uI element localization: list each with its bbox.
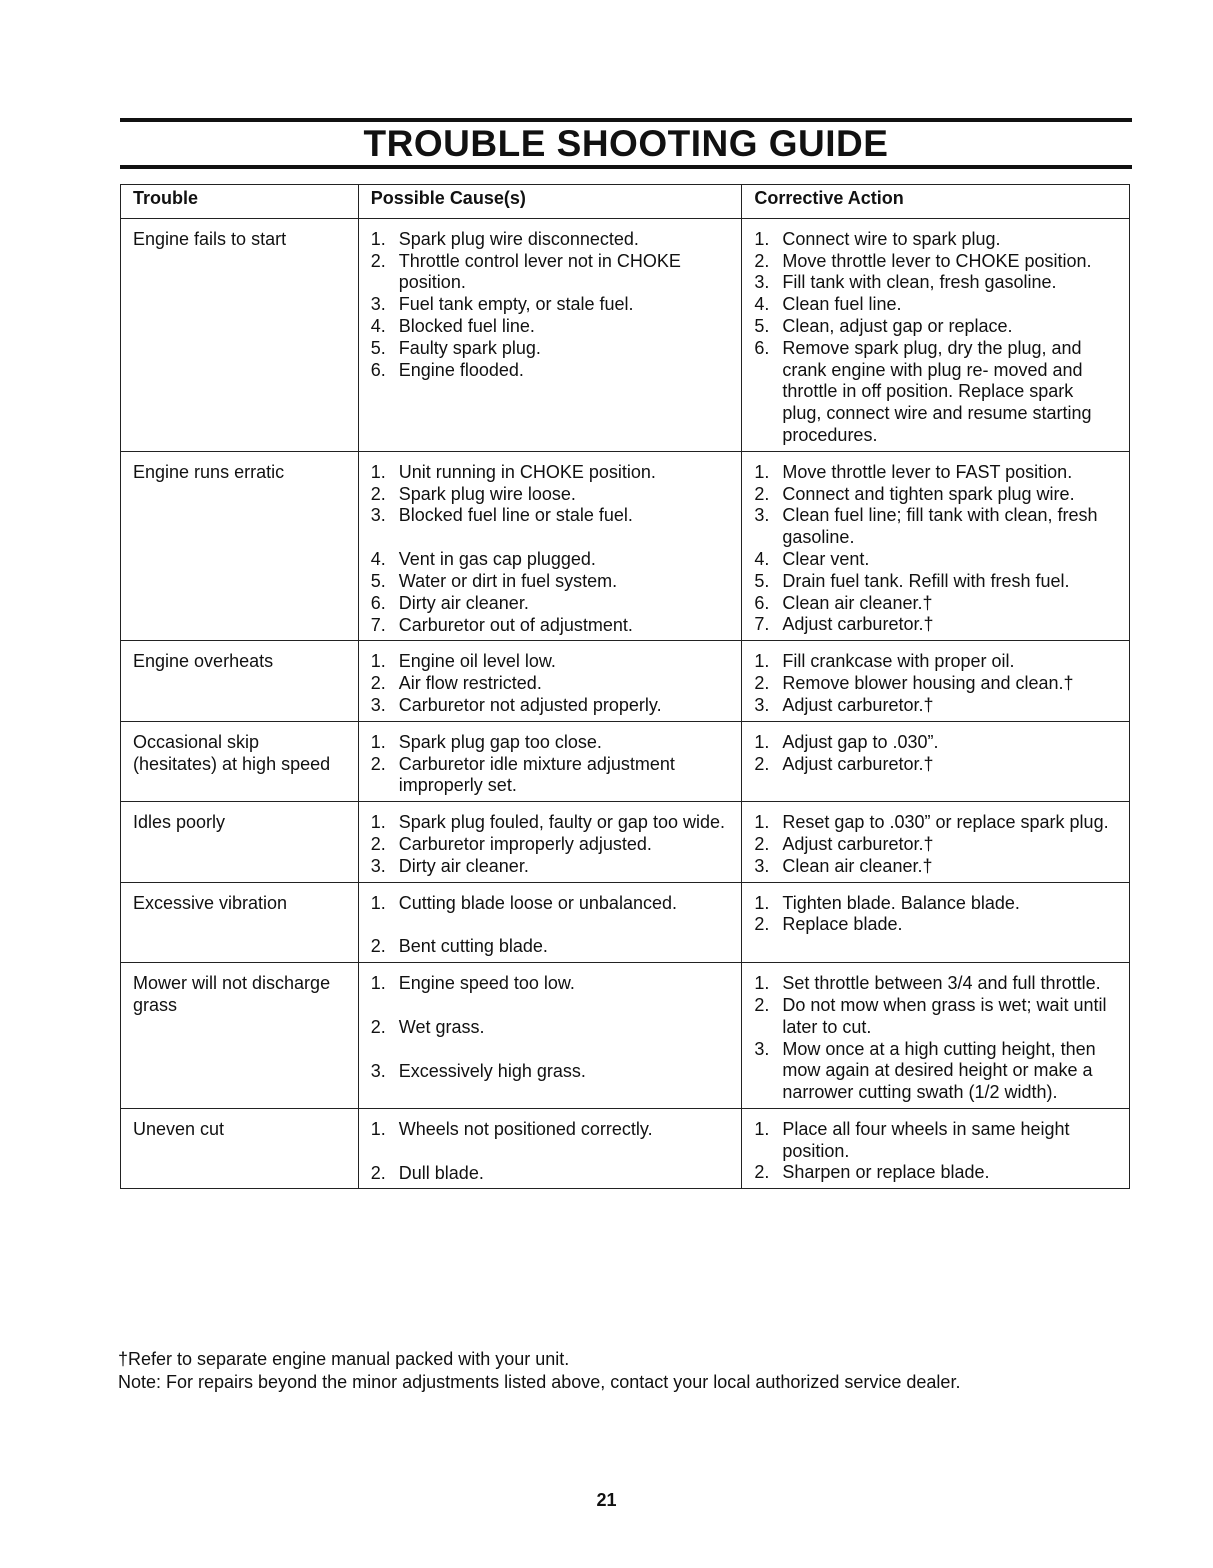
item-number: 3.: [754, 855, 770, 876]
list-item: [371, 549, 730, 571]
item-number: 7.: [370, 614, 386, 635]
actions-cell: [742, 1108, 1130, 1189]
item-number: 3.: [370, 855, 386, 876]
item-text: Adjust carburetor.†: [782, 753, 934, 774]
list-item: [371, 316, 730, 338]
item-text: Blocked fuel line.: [398, 315, 535, 336]
item-number: 2.: [370, 936, 386, 957]
item-number: 6.: [370, 359, 386, 380]
item-number: 1.: [370, 892, 386, 913]
item-number: 1.: [754, 731, 770, 752]
table-row: [121, 802, 1130, 882]
list-item: [754, 673, 1117, 695]
actions-cell: [742, 721, 1130, 801]
title-rule-top: [120, 118, 1132, 122]
item-text: Throttle control lever not in CHOKE position.: [398, 250, 681, 293]
trouble-cell: Mower will not discharge grass: [121, 963, 359, 1109]
item-number: 2.: [370, 833, 386, 854]
list-item: [754, 695, 1117, 717]
item-text: Remove spark plug, dry the plug, and crank engine with plug re- moved and throttle in off position. Replace spark plug, connect wire and resume starting procedures.: [782, 337, 1092, 445]
causes-cell: [358, 721, 742, 801]
list-item: [754, 462, 1117, 484]
causes-cell: [358, 963, 742, 1109]
list-item: [371, 651, 730, 673]
item-number: 5.: [370, 570, 386, 591]
header-corrective-action: Corrective Action: [742, 185, 1130, 219]
list-item: [371, 251, 730, 295]
item-number: 2.: [754, 994, 770, 1015]
item-text: Faulty spark plug.: [398, 337, 541, 358]
actions-cell: [742, 882, 1130, 963]
header-possible-causes: Possible Cause(s): [358, 185, 742, 219]
trouble-cell: Engine overheats: [121, 641, 359, 721]
list-spacer: [371, 527, 730, 549]
item-number: 5.: [754, 570, 770, 591]
item-number: 2.: [370, 753, 386, 774]
item-number: 2.: [370, 1016, 386, 1037]
item-number: 2.: [754, 250, 770, 271]
item-text: Engine flooded.: [398, 359, 524, 380]
item-text: Sharpen or replace blade.: [782, 1162, 990, 1183]
list-item: [371, 973, 730, 995]
item-text: Clean air cleaner.†: [782, 855, 933, 876]
list-item: [754, 614, 1117, 636]
table-row: [121, 1108, 1130, 1189]
trouble-shooting-table: [120, 184, 1130, 1189]
item-number: 1.: [754, 973, 770, 994]
engine-manual-footnote: †Refer to separate engine manual packed with your unit.: [118, 1349, 570, 1369]
item-number: 6.: [370, 592, 386, 613]
item-text: Mow once at a high cutting height, then mow again at desired height or make a narrower cutting swath (1/2 width).: [782, 1038, 1096, 1103]
item-number: 2.: [370, 250, 386, 271]
title-rule-bottom: [120, 165, 1132, 169]
item-number: 3.: [754, 505, 770, 526]
item-text: Reset gap to .030” or replace spark plug.: [782, 812, 1109, 833]
list-item: [371, 673, 730, 695]
item-number: 1.: [754, 892, 770, 913]
item-text: Spark plug wire disconnected.: [398, 228, 639, 249]
causes-cell: [358, 451, 742, 641]
actions-cell: [742, 451, 1130, 641]
item-number: 3.: [370, 1060, 386, 1081]
item-text: Engine oil level low.: [398, 651, 556, 672]
item-number: 5.: [754, 315, 770, 336]
list-item: [371, 338, 730, 360]
item-number: 2.: [754, 673, 770, 694]
item-text: Engine speed too low.: [398, 973, 575, 994]
actions-cell: [742, 641, 1130, 721]
list-item: [371, 812, 730, 834]
trouble-cell: Uneven cut: [121, 1108, 359, 1189]
list-spacer: [371, 1039, 730, 1061]
item-text: Bent cutting blade.: [398, 936, 548, 957]
item-text: Spark plug fouled, faulty or gap too wide.: [398, 812, 725, 833]
item-number: 2.: [754, 1162, 770, 1183]
list-item: [371, 571, 730, 593]
table-row: [121, 882, 1130, 963]
list-item: [754, 834, 1117, 856]
item-number: 3.: [370, 294, 386, 315]
list-item: [371, 695, 730, 717]
list-item: [371, 294, 730, 316]
list-item: [371, 1119, 730, 1141]
table-header-row: [121, 185, 1130, 219]
item-text: Adjust gap to .030”.: [782, 731, 939, 752]
item-text: Water or dirt in fuel system.: [398, 570, 618, 591]
trouble-cell: Occasional skip (hesitates) at high speed: [121, 721, 359, 801]
item-text: Connect wire to spark plug.: [782, 228, 1001, 249]
item-number: 4.: [370, 315, 386, 336]
list-item: [371, 936, 730, 958]
list-item: [371, 360, 730, 382]
item-number: 1.: [754, 812, 770, 833]
item-text: Vent in gas cap plugged.: [398, 549, 596, 570]
item-number: 3.: [754, 1038, 770, 1059]
list-item: [371, 732, 730, 754]
item-number: 3.: [754, 272, 770, 293]
item-number: 4.: [370, 549, 386, 570]
causes-cell: [358, 802, 742, 882]
list-item: [371, 484, 730, 506]
list-item: [754, 229, 1117, 251]
item-text: Carburetor not adjusted properly.: [398, 694, 662, 715]
list-item: [754, 914, 1117, 936]
list-item: [754, 995, 1117, 1039]
list-item: [371, 505, 730, 527]
trouble-cell: Engine fails to start: [121, 218, 359, 451]
list-item: [754, 856, 1117, 878]
list-item: [754, 272, 1117, 294]
causes-cell: [358, 641, 742, 721]
list-item: [371, 593, 730, 615]
item-text: Air flow restricted.: [398, 673, 542, 694]
list-item: [371, 856, 730, 878]
list-item: [371, 893, 730, 915]
list-item: [754, 505, 1117, 549]
item-number: 1.: [370, 461, 386, 482]
item-number: 5.: [370, 337, 386, 358]
item-text: Carburetor idle mixture adjustment improperly set.: [398, 753, 675, 796]
item-number: 2.: [370, 483, 386, 504]
list-item: [371, 834, 730, 856]
list-item: [754, 251, 1117, 273]
list-spacer: [371, 995, 730, 1017]
actions-cell: [742, 802, 1130, 882]
list-item: [754, 812, 1117, 834]
item-number: 2.: [754, 914, 770, 935]
page-number: 21: [596, 1490, 617, 1510]
item-text: Connect and tighten spark plug wire.: [782, 483, 1075, 504]
item-number: 1.: [754, 228, 770, 249]
item-text: Clean fuel line.: [782, 294, 902, 315]
item-text: Spark plug gap too close.: [398, 731, 602, 752]
item-number: 4.: [754, 548, 770, 569]
item-number: 1.: [370, 1118, 386, 1139]
list-item: [754, 732, 1117, 754]
causes-cell: [358, 1108, 742, 1189]
table-row: [121, 963, 1130, 1109]
item-text: Place all four wheels in same height position.: [782, 1118, 1070, 1161]
list-item: [754, 484, 1117, 506]
item-number: 1.: [754, 461, 770, 482]
table-row: [121, 641, 1130, 721]
item-number: 1.: [370, 973, 386, 994]
item-text: Clean, adjust gap or replace.: [782, 315, 1013, 336]
trouble-cell: Idles poorly: [121, 802, 359, 882]
item-text: Dirty air cleaner.: [398, 855, 529, 876]
table-body: [121, 218, 1130, 1189]
service-note: Note: For repairs beyond the minor adjustments listed above, contact your local authorized service dealer.: [118, 1372, 961, 1392]
item-text: Do not mow when grass is wet; wait until later to cut.: [782, 994, 1107, 1037]
item-text: Blocked fuel line or stale fuel.: [398, 505, 633, 526]
list-item: [371, 462, 730, 484]
item-text: Set throttle between 3/4 and full throttle.: [782, 973, 1101, 994]
list-item: [754, 549, 1117, 571]
item-text: Spark plug wire loose.: [398, 483, 576, 504]
item-text: Clean fuel line; fill tank with clean, fresh gasoline.: [782, 505, 1098, 548]
list-spacer: [371, 914, 730, 936]
item-text: Fill tank with clean, fresh gasoline.: [782, 272, 1057, 293]
list-item: [754, 316, 1117, 338]
list-item: [371, 229, 730, 251]
causes-cell: [358, 882, 742, 963]
item-text: Move throttle lever to FAST position.: [782, 461, 1073, 482]
item-number: 7.: [754, 614, 770, 635]
item-text: Dirty air cleaner.: [398, 592, 529, 613]
list-spacer: [371, 1141, 730, 1163]
item-text: Drain fuel tank. Refill with fresh fuel.: [782, 570, 1070, 591]
item-text: Dull blade.: [398, 1162, 484, 1183]
item-number: 2.: [370, 1162, 386, 1183]
list-item: [754, 973, 1117, 995]
item-text: Carburetor out of adjustment.: [398, 614, 633, 635]
list-item: [754, 593, 1117, 615]
actions-cell: [742, 963, 1130, 1109]
item-text: Carburetor improperly adjusted.: [398, 833, 652, 854]
item-text: Wet grass.: [398, 1016, 485, 1037]
list-item: [754, 1162, 1117, 1184]
item-number: 2.: [370, 673, 386, 694]
trouble-cell: Engine runs erratic: [121, 451, 359, 641]
item-text: Adjust carburetor.†: [782, 614, 934, 635]
actions-cell: [742, 218, 1130, 451]
list-item: [371, 615, 730, 637]
item-number: 3.: [754, 694, 770, 715]
footnotes: [118, 1348, 960, 1394]
list-item: [754, 1039, 1117, 1104]
list-item: [754, 571, 1117, 593]
item-number: 4.: [754, 294, 770, 315]
item-number: 3.: [370, 694, 386, 715]
table-row: [121, 451, 1130, 641]
list-item: [754, 338, 1117, 447]
table-row: [121, 218, 1130, 451]
causes-cell: [358, 218, 742, 451]
list-item: [371, 1061, 730, 1083]
item-number: 3.: [370, 505, 386, 526]
item-text: Adjust carburetor.†: [782, 694, 934, 715]
list-item: [754, 1119, 1117, 1163]
item-number: 2.: [754, 753, 770, 774]
item-text: Remove blower housing and clean.†: [782, 673, 1074, 694]
item-number: 1.: [370, 651, 386, 672]
item-number: 1.: [370, 731, 386, 752]
item-text: Fill crankcase with proper oil.: [782, 651, 1015, 672]
item-text: Unit running in CHOKE position.: [398, 461, 656, 482]
item-number: 1.: [754, 1118, 770, 1139]
item-number: 1.: [370, 228, 386, 249]
header-trouble: Trouble: [121, 185, 359, 219]
item-text: Clean air cleaner.†: [782, 592, 933, 613]
item-number: 2.: [754, 833, 770, 854]
item-text: Replace blade.: [782, 914, 903, 935]
item-text: Excessively high grass.: [398, 1060, 586, 1081]
item-text: Cutting blade loose or unbalanced.: [398, 892, 677, 913]
item-number: 1.: [754, 651, 770, 672]
item-text: Fuel tank empty, or stale fuel.: [398, 294, 634, 315]
list-item: [371, 1017, 730, 1039]
list-item: [371, 754, 730, 798]
item-text: Tighten blade. Balance blade.: [782, 892, 1020, 913]
list-item: [371, 1163, 730, 1185]
item-number: 1.: [370, 812, 386, 833]
item-text: Clear vent.: [782, 548, 870, 569]
item-number: 2.: [754, 483, 770, 504]
trouble-cell: Excessive vibration: [121, 882, 359, 963]
list-item: [754, 294, 1117, 316]
table-row: [121, 721, 1130, 801]
page-title: TROUBLE SHOOTING GUIDE: [363, 123, 889, 164]
list-item: [754, 893, 1117, 915]
item-number: 6.: [754, 337, 770, 358]
item-text: Adjust carburetor.†: [782, 833, 934, 854]
list-item: [754, 651, 1117, 673]
list-item: [754, 754, 1117, 776]
item-number: 6.: [754, 592, 770, 613]
item-text: Move throttle lever to CHOKE position.: [782, 250, 1092, 271]
item-text: Wheels not positioned correctly.: [398, 1118, 653, 1139]
